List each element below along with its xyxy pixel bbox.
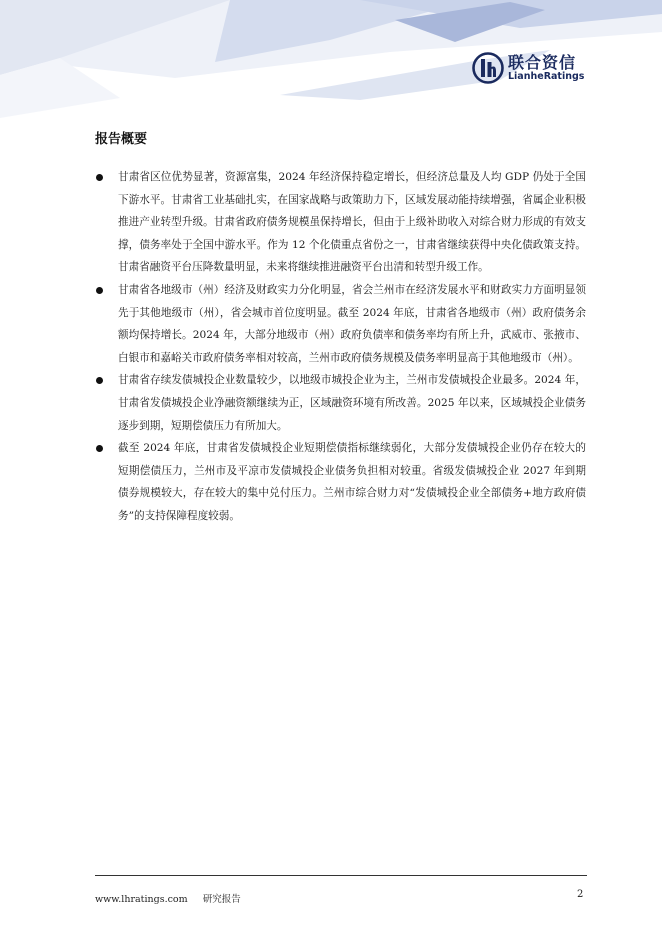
lianhe-logo-icon [472, 52, 504, 84]
summary-text: 截至 2024 年底，甘肃省发债城投企业短期偿债指标继续弱化，大部分发债城投企业仍存在较大的短期偿债压力，兰州市及平凉市发债城投企业债务负担相对较重。省级发债城投企业 2027 年到期债券规模较大，存在较大的集中兑付压力。兰州市综合财力对“发债城投企业全部债务+地方政府债务”的支持保障程度较弱。 [118, 442, 586, 522]
brand-name-cn: 联合资信 [508, 53, 577, 72]
footer-website-link[interactable]: www.lhratings.com [95, 894, 188, 905]
footer-divider [95, 875, 587, 876]
bullet-dot-icon [96, 445, 103, 452]
summary-text: 甘肃省区位优势显著，资源富集，2024 年经济保持稳定增长，但经济总量及人均 GDP 仍处于全国下游水平。甘肃省工业基础扎实，在国家战略与政策助力下，区域发展动能持续增强，省属企业积极推进产业转型升级。甘肃省政府债务规模虽保持增长，但由于上级补助收入对综合财力形成的有效支撑，债务率处于全国中游水平。作为 12 个化债重点省份之一，甘肃省继续获得中央化债政策支持。甘肃省融资平台压降数量明显，未来将继续推进融资平台出清和转型升级工作。 [118, 171, 586, 274]
summary-text: 甘肃省存续发债城投企业数量较少，以地级市城投企业为主，兰州市发债城投企业最多。2024 年，甘肃省发债城投企业净融资额继续为正，区域融资环境有所改善。2025 年以来，区域城投企业债务逐步到期，短期偿债压力有所加大。 [118, 374, 586, 432]
summary-bullet [96, 279, 586, 369]
bullet-dot-icon [96, 287, 103, 294]
bullet-dot-icon [96, 174, 103, 181]
page-number: 2 [577, 889, 584, 900]
summary-list [96, 166, 586, 528]
brand-logo [472, 50, 592, 90]
summary-bullet [96, 369, 586, 437]
summary-text: 甘肃省各地级市（州）经济及财政实力分化明显，省会兰州市在经济发展水平和财政实力方面明显领先于其他地级市（州），省会城市首位度明显。截至 2024 年底，甘肃省各地级市（州）政府债务余额均保持增长。2024 年，大部分地级市（州）政府负债率和债务率均有所上升，武威市、张掖市、白银市和嘉峪关市政府债务率相对较高，兰州市政府债务规模及债务率明显高于其他地级市（州）。 [118, 283, 586, 364]
section-title: 报告概要 [95, 132, 148, 147]
summary-bullet [96, 166, 586, 279]
bullet-dot-icon [96, 377, 103, 384]
summary-bullet [96, 437, 586, 527]
footer-left [95, 891, 241, 905]
footer-doc-type: 研究报告 [202, 894, 241, 905]
brand-name-en: LianheRatings [508, 71, 585, 82]
